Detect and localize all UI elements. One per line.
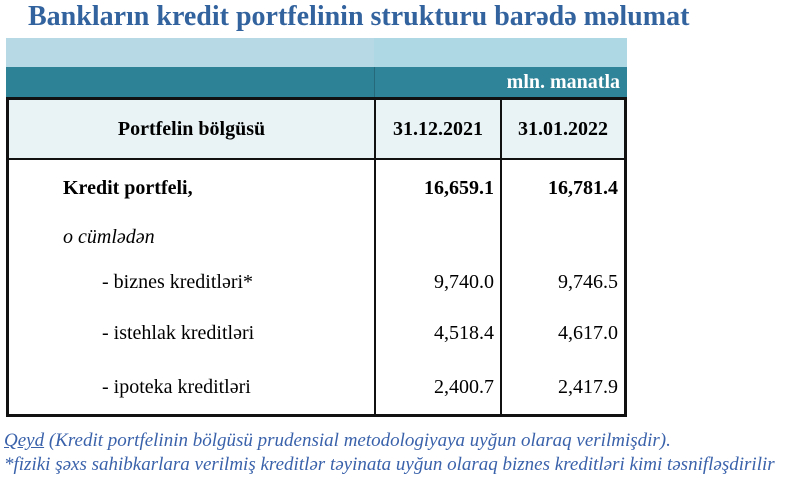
- footnote-line: *fiziki şəxs sahibkarlara verilmiş kreditlər təyinata uyğun olaraq biznes kreditləri kimi təsnifləşdirilir: [4, 454, 775, 475]
- page-title: Bankların kredit portfelinin strukturu barədə məlumat: [28, 1, 690, 31]
- table-row-value-2: 16,781.4: [500, 160, 624, 216]
- unit-label: mln. manatla: [374, 67, 627, 97]
- band-light-right: [374, 38, 627, 67]
- table-row-value-2: 9,746.5: [500, 258, 624, 306]
- table-row-label: Kredit portfeli,: [9, 160, 374, 216]
- table-row-value-1: 9,740.0: [374, 258, 500, 306]
- table-row-value-2: 2,417.9: [500, 360, 624, 414]
- band-teal-left: [6, 67, 374, 97]
- table-row-value-1: 4,518.4: [374, 306, 500, 360]
- column-header-date-2: 31.01.2022: [500, 100, 624, 160]
- decorative-band-light: [6, 38, 627, 67]
- table-row-label: - ipoteka kreditləri: [9, 360, 374, 414]
- table-row-value-1: [374, 216, 500, 258]
- table-row-value-1: 16,659.1: [374, 160, 500, 216]
- decorative-band-teal: [6, 67, 627, 97]
- table-row-label: o cümlədən: [9, 216, 374, 258]
- footnotes: [4, 429, 796, 477]
- table-row-value-2: [500, 216, 624, 258]
- footnote-line: Qeyd (Kredit portfelinin bölgüsü prudensial metodologiyaya uyğun olaraq verilmişdir).: [4, 430, 671, 451]
- table-row-value-1: 2,400.7: [374, 360, 500, 414]
- credit-portfolio-table: [6, 97, 627, 417]
- table-row-label: - istehlak kreditləri: [9, 306, 374, 360]
- column-header-portfolio-breakdown: Portfelin bölgüsü: [9, 100, 374, 160]
- table-row-value-2: 4,617.0: [500, 306, 624, 360]
- table-row-label: - biznes kreditləri*: [9, 258, 374, 306]
- band-light-left: [6, 38, 374, 67]
- column-header-date-1: 31.12.2021: [374, 100, 500, 160]
- footnote-underlined-prefix: Qeyd: [4, 430, 45, 451]
